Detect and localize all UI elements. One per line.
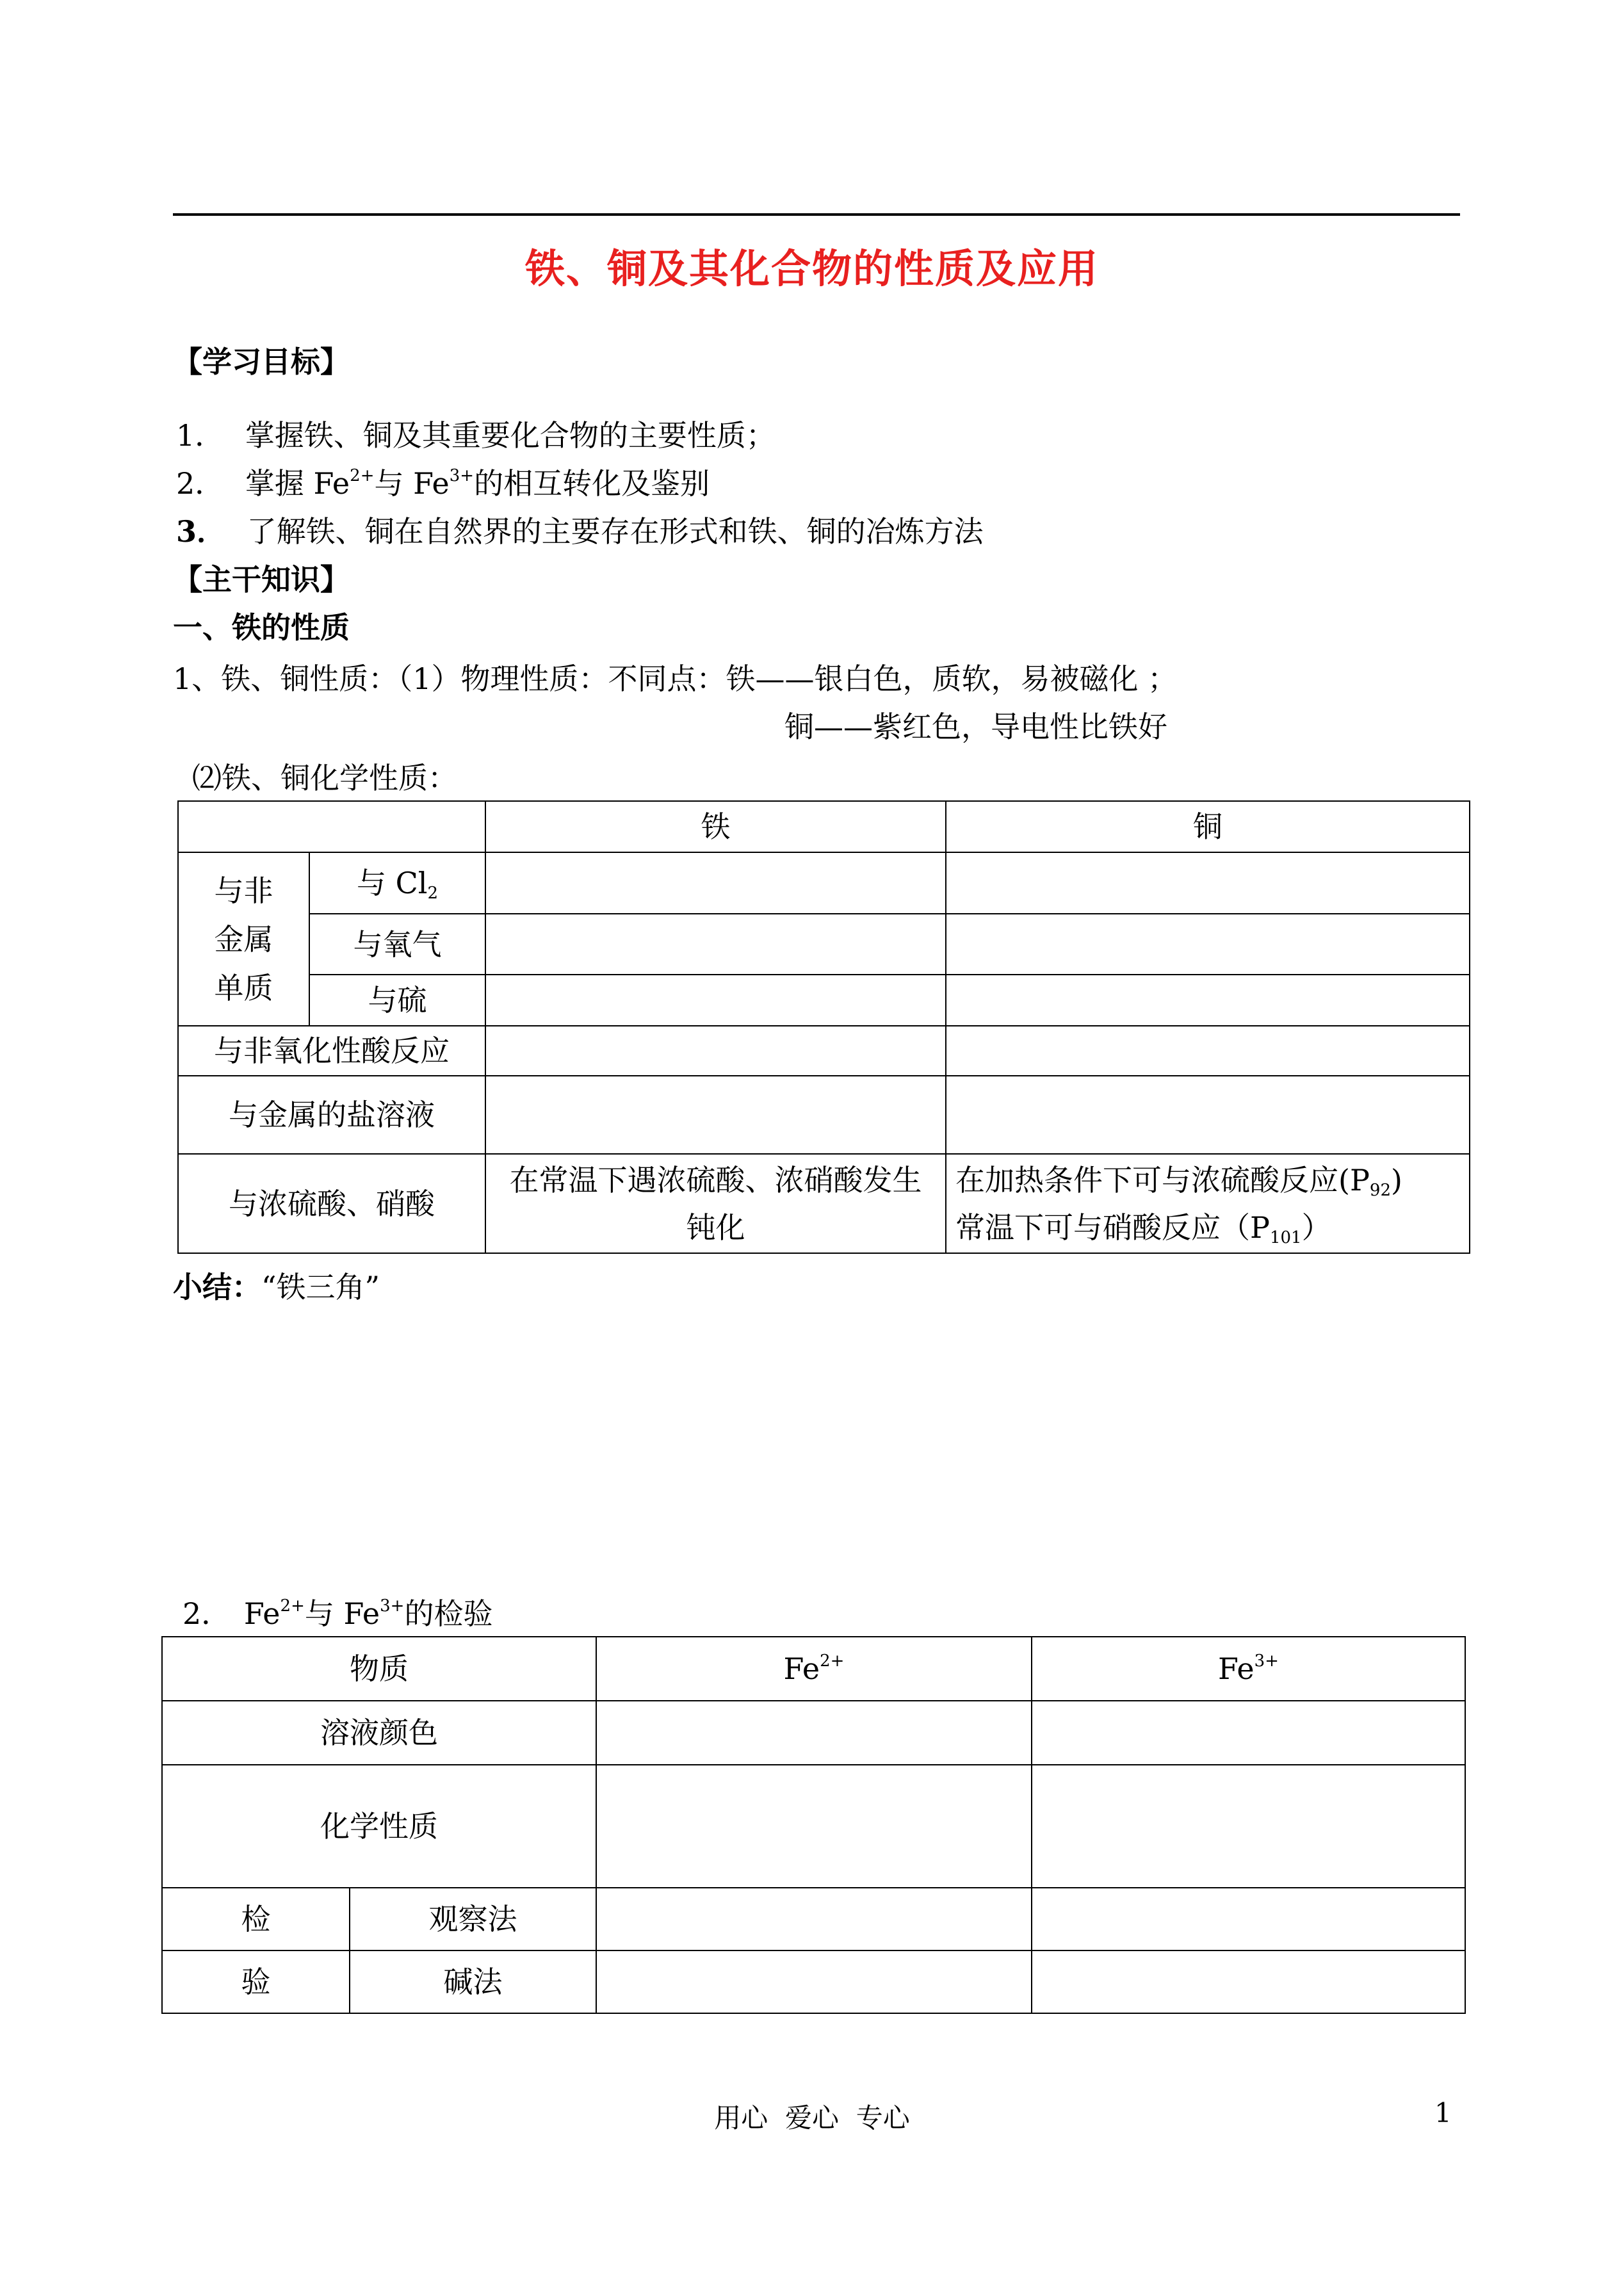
row-label-metal-salt: 与金属的盐溶液: [178, 1076, 485, 1154]
header-substance: 物质: [162, 1637, 596, 1701]
table-row: [162, 1888, 1465, 1950]
cell-iron-sulfur: [485, 975, 946, 1026]
page-title: 铁、铜及其化合物的性质及应用: [524, 245, 1099, 292]
cell-iron-oxygen: [485, 914, 946, 975]
cell-iron-concentrated-acid: 在常温下遇浓硫酸、浓硝酸发生钝化: [485, 1154, 946, 1253]
goal-1-text: 掌握铁、铜及其重要化合物的主要性质；: [245, 418, 775, 453]
cell-iron-salt: [485, 1076, 946, 1154]
goal-1: [176, 416, 775, 455]
table-row: [178, 975, 1470, 1026]
cell-fe2-chemical: [596, 1765, 1032, 1888]
table-row: [162, 1765, 1465, 1888]
cell-fe2-base: [596, 1950, 1032, 2013]
cell-fe2-color: [596, 1701, 1032, 1765]
row-label-chlorine: [309, 852, 485, 914]
cell-copper-oxygen: [946, 914, 1470, 975]
header-fe2-text: Fe: [783, 1651, 820, 1686]
goal-3: [176, 512, 984, 551]
heading-iron-properties: 一、铁的性质: [173, 610, 350, 645]
goal-3-text: 了解铁、铜在自然界的主要存在形式和铁、铜的冶炼方法: [247, 514, 984, 549]
physical-properties-line-1: 1、铁、铜性质：（1）物理性质：不同点：铁——银白色，质软，易被磁化 ；: [173, 661, 1178, 696]
header-fe3-text: Fe: [1218, 1651, 1255, 1686]
table-row: [162, 1950, 1465, 2013]
table-row: [178, 1154, 1470, 1253]
copper-conc-line-1-sub: 92: [1369, 1180, 1391, 1200]
test-label-char-1: 检: [162, 1888, 350, 1950]
copper-conc-line-1-text: 在加热条件下可与浓硫酸反应(P: [955, 1162, 1370, 1197]
physical-properties-line-2: 铜——紫红色，导电性比铁好: [784, 710, 1167, 744]
row-label-observation: 观察法: [350, 1888, 596, 1950]
header-fe3: [1032, 1637, 1465, 1701]
cell-fe3-base: [1032, 1950, 1465, 2013]
table-row: [178, 1076, 1470, 1154]
cell-fe3-observation: [1032, 1888, 1465, 1950]
row-label-oxygen: 与氧气: [309, 914, 485, 975]
header-iron: 铁: [485, 801, 946, 852]
table-row: [162, 1637, 1465, 1701]
row-label-chlorine-text: 与 Cl: [356, 866, 428, 900]
summary-line: [173, 1268, 380, 1306]
cell-iron-acid: [485, 1026, 946, 1076]
section-2-heading: [183, 1594, 492, 1633]
goal-2-text-mid: 与 Fe: [374, 466, 450, 501]
header-fe2-sup: 2+: [820, 1651, 845, 1671]
row-label-base-method: 碱法: [350, 1950, 596, 2013]
copper-conc-line-1: [955, 1156, 1460, 1204]
test-label-char-2: 验: [162, 1950, 350, 2013]
goal-2-text-post: 的相互转化及鉴别: [474, 466, 710, 501]
header-fe2: [596, 1637, 1032, 1701]
cell-copper-acid: [946, 1026, 1470, 1076]
cell-fe3-color: [1032, 1701, 1465, 1765]
table-row: [162, 1701, 1465, 1765]
section-2-sup-2: 3+: [380, 1596, 405, 1616]
goal-2-number: 2．: [176, 466, 225, 501]
cell-iron-chlorine: [485, 852, 946, 914]
header-copper: 铜: [946, 801, 1470, 852]
fe-ion-test-table: [161, 1636, 1466, 2014]
section-2-post: 的检验: [404, 1596, 493, 1631]
cell-copper-concentrated-acid: [946, 1154, 1470, 1253]
table-corner-cell: [178, 801, 485, 852]
goal-3-number: 3．: [176, 514, 227, 549]
copper-conc-line-2: [955, 1204, 1460, 1251]
summary-label: 小结：: [173, 1270, 261, 1304]
cell-fe3-chemical: [1032, 1765, 1465, 1888]
row-label-concentrated-acid: 与浓硫酸、硝酸: [178, 1154, 485, 1253]
header-rule: [173, 213, 1460, 216]
row-label-sulfur: 与硫: [309, 975, 485, 1026]
table-row: [178, 801, 1470, 852]
section-2-number: 2．: [183, 1596, 231, 1631]
summary-text: “铁三角”: [261, 1270, 380, 1304]
section-2-pre: Fe: [243, 1596, 280, 1631]
copper-conc-line-2-sub: 101: [1269, 1228, 1302, 1247]
chemical-properties-label: ⑵铁、铜化学性质：: [192, 761, 457, 795]
copper-conc-line-2-text: 常温下可与硝酸反应（P: [955, 1210, 1270, 1245]
goal-2: [176, 464, 710, 503]
row-label-chemical-properties: 化学性质: [162, 1765, 596, 1888]
cell-copper-salt: [946, 1076, 1470, 1154]
table-row: [178, 914, 1470, 975]
cell-copper-chlorine: [946, 852, 1470, 914]
copper-conc-line-2-close: ）: [1301, 1210, 1331, 1245]
row-label-nonoxidizing-acid: 与非氧化性酸反应: [178, 1026, 485, 1076]
table-row: [178, 1026, 1470, 1076]
goal-2-text-pre: 掌握 Fe: [245, 466, 350, 501]
nonmetal-group-label: 与非 金属 单质: [178, 852, 309, 1026]
goal-2-sup-1: 2+: [350, 466, 375, 485]
table-row: [178, 852, 1470, 914]
goal-2-sup-2: 3+: [449, 466, 475, 485]
copper-conc-line-1-close: ): [1391, 1162, 1402, 1197]
footer-motto: 用心 爱心 专心: [714, 2102, 910, 2134]
iron-copper-table: [177, 800, 1470, 1254]
section-2-sup-1: 2+: [280, 1596, 305, 1616]
section-goals-heading: 【学习目标】: [173, 345, 350, 379]
cell-copper-sulfur: [946, 975, 1470, 1026]
section-main-heading: 【主干知识】: [173, 562, 350, 597]
cell-fe2-observation: [596, 1888, 1032, 1950]
page-number: 1: [1434, 2097, 1452, 2129]
goal-1-number: 1．: [176, 418, 225, 453]
header-fe3-sup: 3+: [1254, 1651, 1279, 1671]
section-2-mid: 与 Fe: [304, 1596, 380, 1631]
row-label-chlorine-sub: 2: [427, 884, 439, 903]
row-label-solution-color: 溶液颜色: [162, 1701, 596, 1765]
